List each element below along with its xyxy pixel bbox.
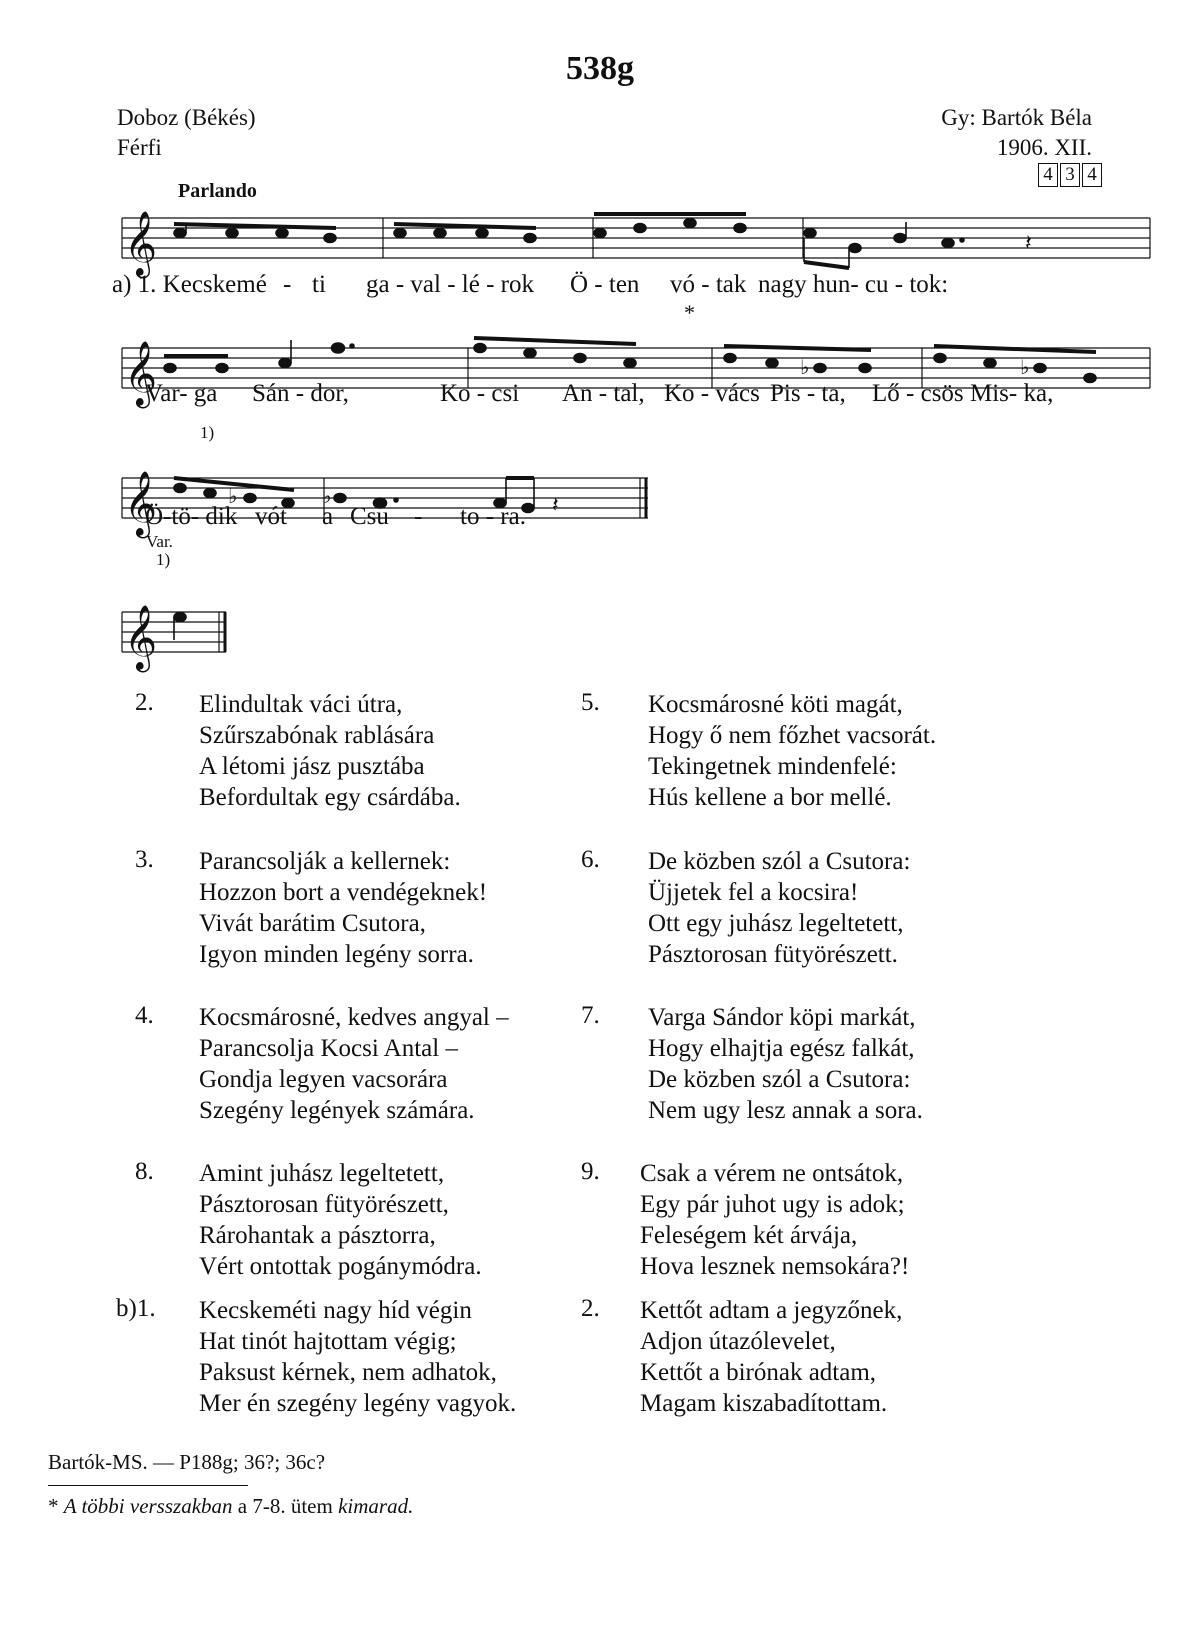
verse-line: A létomi jász pusztába	[199, 753, 425, 780]
verse-line: Paksust kérnek, nem adhatok,	[199, 1359, 497, 1386]
verse-line: Amint juhász legeltetett,	[199, 1160, 445, 1187]
flat-icon: ♭	[800, 355, 810, 379]
footnote-text	[48, 1494, 413, 1519]
verse-line: Pásztorosan fütyörészett.	[648, 941, 898, 968]
lyric-syllable: Csu	[350, 503, 389, 530]
footnote-divider	[48, 1485, 248, 1486]
verse-line: Parancsolja Kocsi Antal –	[199, 1035, 458, 1062]
lyric-syllable: nagy hun- cu - tok:	[758, 271, 949, 298]
verse-line: Üjjetek fel a kocsira!	[648, 879, 859, 906]
rest-icon: 𝄽	[552, 493, 559, 518]
stanza-number: 2.	[135, 689, 154, 716]
verse-line: Szűrszabónak rablására	[199, 722, 435, 749]
verse-line: Kettőt adtam a jegyzőnek,	[640, 1297, 903, 1324]
verse-line: Kettőt a birónak adtam,	[640, 1359, 877, 1386]
variant-marker: 1)	[156, 550, 171, 569]
song-number: 538g	[566, 50, 634, 87]
flat-icon: ♭	[228, 484, 238, 508]
footnote-italic: A többi versszakban	[63, 1494, 233, 1518]
notes-measure-2	[394, 224, 536, 243]
treble-clef-icon: 𝄞	[124, 471, 158, 536]
stanza-number: 2.	[581, 1295, 600, 1322]
verse-line: Hogy ő nem főzhet vacsorát.	[648, 722, 937, 749]
lyric-syllable: Ko - vács	[664, 380, 760, 407]
verse-line: Gondja legyen vacsorára	[199, 1066, 448, 1093]
lyric-syllable: -	[283, 271, 292, 298]
verse-line: Adjon útazólevelet,	[640, 1328, 836, 1355]
verse-line: Feleségem két árvája,	[640, 1222, 858, 1249]
date: 1906. XII.	[996, 135, 1092, 160]
star-marker: *	[684, 300, 695, 325]
footnote-marker: 1)	[200, 423, 215, 442]
verse-line: Pásztorosan fütyörészett,	[199, 1191, 449, 1218]
verse-line: De közben szól a Csutora:	[648, 848, 911, 875]
collector: Gy: Bartók Béla	[941, 105, 1092, 130]
rest-icon: 𝄽	[1025, 231, 1032, 256]
verse-line: De közben szól a Csutora:	[648, 1066, 911, 1093]
flat-icon: ♭	[1020, 355, 1030, 379]
music-notation	[0, 0, 1200, 680]
lyric-syllable: vót	[255, 503, 287, 530]
verse-line: Szegény legények számára.	[199, 1097, 475, 1124]
verse-line: Rárohantak a pásztorra,	[199, 1222, 436, 1249]
stanza-number: 5.	[581, 689, 600, 716]
verse-line: Hat tinót hajtottam végig;	[199, 1328, 457, 1355]
stanza-number: 4.	[135, 1002, 154, 1029]
place: Doboz (Békés)	[117, 105, 256, 130]
verse-line: Varga Sándor köpi markát,	[648, 1004, 916, 1031]
verse-line: Egy pár juhot ugy is adok;	[640, 1191, 905, 1218]
verse-line: Vért ontottak pogánymódra.	[199, 1253, 482, 1280]
verse-line: Kocsmárosné köti magát,	[648, 691, 903, 718]
lyric-syllable: Pis - ta,	[770, 380, 846, 407]
verse-line: Nem ugy lesz annak a sora.	[648, 1097, 923, 1124]
verse-line: Tekingetnek mindenfelé:	[648, 753, 897, 780]
footnote-star: *	[48, 1494, 59, 1518]
verse-line: Igyon minden legény sorra.	[199, 941, 474, 968]
notes-measure-4	[804, 222, 964, 268]
treble-clef-icon: 𝄞	[124, 211, 158, 276]
lyric-syllable: a	[322, 503, 334, 530]
lyric-syllable: vó - tak	[670, 271, 747, 298]
stanza-number: 9.	[581, 1158, 600, 1185]
lyric-syllable: Lő - csös	[872, 380, 964, 407]
lyric-syllable: a) 1. Kecskemé	[112, 271, 267, 298]
verse-line: Parancsolják a kellernek:	[199, 848, 451, 875]
lyric-syllable: Ö - ten	[570, 271, 640, 298]
stanza-number: b)1.	[116, 1295, 156, 1322]
verse-line: Kecskeméti nagy híd végin	[199, 1297, 472, 1324]
verse-line: Ott egy juhász legeltetett,	[648, 910, 904, 937]
stanza-number: 6.	[581, 846, 600, 873]
stanza-number: 8.	[135, 1158, 154, 1185]
lyric-syllable: Sán - dor,	[252, 380, 349, 407]
verse-line: Hogy elhajtja egész falkát,	[648, 1035, 915, 1062]
verse-line: Mer én szegény legény vagyok.	[199, 1390, 517, 1417]
verse-line: Csak a vérem ne ontsátok,	[640, 1160, 904, 1187]
footnote-plain: a 7-8. ütem	[237, 1494, 333, 1518]
verse-line: Befordultak egy csárdába.	[199, 784, 461, 811]
lyric-syllable: -	[414, 503, 423, 530]
stanza-number: 3.	[135, 846, 154, 873]
footnote-italic: kimarad.	[338, 1494, 414, 1518]
treble-clef-icon: 𝄞	[124, 605, 158, 670]
tempo-marking: Parlando	[178, 180, 257, 202]
stanza-number: 7.	[581, 1002, 600, 1029]
lyric-syllable: Var- ga	[145, 380, 218, 407]
notes-measure-1	[174, 224, 336, 243]
lyric-syllable: Ko - csi	[440, 380, 520, 407]
flat-icon: ♭	[322, 484, 332, 508]
lyric-syllable: Ö-tö- dik	[145, 503, 238, 530]
verse-line: Vivát barátim Csutora,	[199, 910, 426, 937]
lyric-syllable: to - ra.	[460, 503, 526, 530]
lyric-syllable: Mis- ka,	[970, 380, 1054, 407]
meter-box: 4	[1082, 163, 1102, 187]
singer: Férfi	[117, 135, 162, 160]
treble-clef-icon: 𝄞	[124, 341, 158, 406]
meter-box: 3	[1060, 163, 1080, 187]
verse-line: Hova lesznek nemsokára?!	[640, 1253, 910, 1280]
verse-line: Kocsmárosné, kedves angyal –	[199, 1004, 509, 1031]
verse-line: Hús kellene a bor mellé.	[648, 784, 892, 811]
lyric-syllable: An - tal,	[562, 380, 645, 407]
variant-label: Var.	[146, 532, 173, 551]
lyric-syllable: ti	[312, 271, 326, 298]
meter-box: 4	[1038, 163, 1058, 187]
verse-line: Hozzon bort a vendégeknek!	[199, 879, 488, 906]
lyric-syllable: ga - val - lé - rok	[366, 271, 534, 298]
source-reference: Bartók-MS. — P188g; 36?; 36c?	[48, 1450, 326, 1474]
verse-line: Elindultak váci útra,	[199, 691, 403, 718]
verse-line: Magam kiszabadítottam.	[640, 1390, 888, 1417]
